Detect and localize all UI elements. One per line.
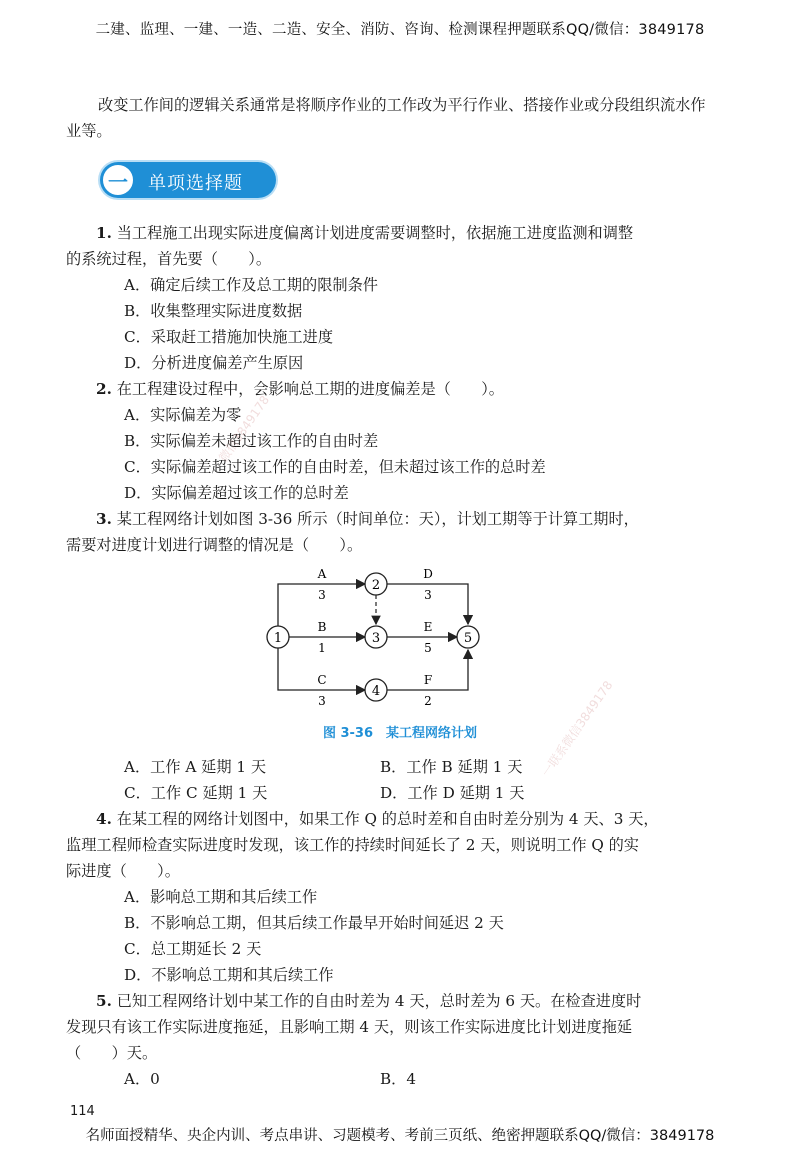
intro-paragraph: 改变工作间的逻辑关系通常是将顺序作业的工作改为平行作业、搭接作业或分段组织流水作业等。: [66, 96, 706, 140]
q4-number: 4.: [96, 810, 112, 828]
watermark-1: 微信3849178: [216, 393, 273, 465]
page-number: 114: [70, 1104, 95, 1119]
q3-number: 3.: [96, 510, 112, 528]
q4-option-c: C．总工期延长 2 天: [124, 940, 262, 958]
q2-option-d: D．实际偏差超过该工作的总时差: [124, 484, 349, 502]
activity-a-name: A: [317, 567, 327, 581]
page-header: 二建、监理、一建、一造、二造、安全、消防、咨询、检测课程押题联系QQ/微信：3849178: [95, 22, 705, 38]
q2-stem-line1: [96, 378, 504, 399]
q2-option-c: C．实际偏差超过该工作的自由时差，但未超过该工作的总时差: [124, 458, 546, 476]
activity-f-duration: 2: [424, 694, 432, 708]
q4-text-line1: 在某工程的网络计划图中，如果工作 Q 的总时差和自由时差分别为 4 天、3 天，: [116, 810, 659, 828]
q1-text-line1: 当工程施工出现实际进度偏离计划进度需要调整时，依据施工进度监测和调整: [116, 224, 634, 242]
q1-number: 1.: [96, 224, 112, 242]
node-3: [365, 626, 387, 648]
q4-option-a: A．影响总工期和其后续工作: [124, 888, 318, 906]
q3-stem-line1: [96, 508, 639, 529]
q5-option-a: A．0: [124, 1070, 160, 1088]
q4-option-b: B．不影响总工期，但其后续工作最早开始时间延迟 2 天: [124, 914, 504, 932]
node-1-label: 1: [273, 631, 283, 646]
q4-stem-line1: [96, 808, 659, 829]
q5-text-line1: 已知工程网络计划中某工作的自由时差为 4 天，总时差为 6 天。在检查进度时: [116, 992, 642, 1010]
activity-f-name: F: [423, 673, 433, 687]
q1-option-a: A．确定后续工作及总工期的限制条件: [124, 276, 378, 294]
node-2: [365, 573, 387, 595]
network-diagram: [0, 562, 800, 722]
page-footer: 名师面授精华、央企内训、考点串讲、习题模考、考前三页纸、绝密押题联系QQ/微信：3849178: [85, 1128, 715, 1144]
q3-option-b: B．工作 B 延期 1 天: [380, 758, 523, 776]
q2-number: 2.: [96, 380, 112, 398]
node-4-label: 4: [371, 684, 381, 699]
activity-b-duration: 1: [318, 641, 326, 655]
q1-option-c: C．采取赶工措施加快施工进度: [124, 328, 334, 346]
node-4: [365, 679, 387, 701]
q3-text-line1: 某工程网络计划如图 3-36 所示（时间单位：天），计划工期等于计算工期时，: [116, 510, 639, 528]
q4-stem-line3: 际进度（ ）。: [66, 862, 180, 880]
q3-option-d: D．工作 D 延期 1 天: [380, 784, 525, 802]
activity-d-duration: 3: [424, 588, 432, 602]
activity-e-name: E: [423, 620, 433, 634]
q1-option-b: B．收集整理实际进度数据: [124, 302, 303, 320]
q2-option-b: B．实际偏差未超过该工作的自由时差: [124, 432, 379, 450]
activity-d-name: D: [423, 567, 433, 581]
q5-stem-line1: [96, 990, 641, 1011]
q1-stem-line1: [96, 222, 633, 243]
q5-stem-line2: 发现只有该工作实际进度拖延，且影响工期 4 天，则该工作实际进度比计划进度拖延: [66, 1018, 633, 1036]
activity-a-duration: 3: [318, 588, 326, 602]
node-3-label: 3: [371, 631, 381, 646]
q5-option-b: B．4: [380, 1070, 417, 1088]
q1-stem-line2: 的系统过程，首先要（ ）。: [66, 250, 272, 268]
node-5: [457, 626, 479, 648]
q2-option-a: A．实际偏差为零: [124, 406, 242, 424]
figure-caption: 图 3-36 某工程网络计划: [322, 726, 478, 741]
node-1: [267, 626, 289, 648]
activity-e-duration: 5: [424, 641, 432, 655]
q5-number: 5.: [96, 992, 112, 1010]
node-2-label: 2: [371, 578, 381, 593]
section-title: 单项选择题: [148, 173, 243, 194]
q3-stem-line2: 需要对进度计划进行调整的情况是（ ）。: [66, 536, 363, 554]
activity-c-name: C: [317, 673, 327, 687]
q1-option-d: D．分析进度偏差产生原因: [124, 354, 304, 372]
node-5-label: 5: [463, 631, 473, 646]
q5-stem-line3: （ ）天。: [66, 1044, 158, 1062]
q2-text-line1: 在工程建设过程中，会影响总工期的进度偏差是（ ）。: [116, 380, 504, 398]
section-number: 一: [102, 164, 134, 196]
activity-c-duration: 3: [318, 694, 326, 708]
q4-stem-line2: 监理工程师检查实际进度时发现，该工作的持续时间延长了 2 天，则说明工作 Q 的实: [66, 836, 639, 854]
q4-option-d: D．不影响总工期和其后续工作: [124, 966, 334, 984]
q3-option-c: C．工作 C 延期 1 天: [124, 784, 268, 802]
watermark-2: 一联系微信3849178: [538, 678, 616, 780]
q3-option-a: A．工作 A 延期 1 天: [124, 758, 267, 776]
activity-b-name: B: [317, 620, 327, 634]
